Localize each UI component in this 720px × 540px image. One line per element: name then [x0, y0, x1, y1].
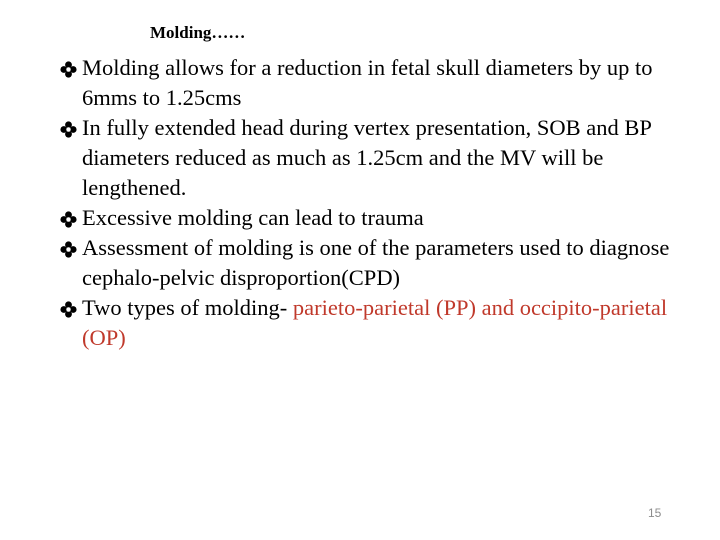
bullet-text-highlight: parieto-parietal (PP) and occipito-parietal (OP) — [82, 295, 668, 350]
page-number: 15 — [648, 506, 662, 520]
bullet-text-prefix: Two types of molding- — [82, 295, 293, 320]
bullet-item — [62, 203, 712, 233]
bullet-item — [62, 233, 712, 293]
diamond-bullet-icon — [60, 233, 80, 263]
bullet-list — [62, 53, 712, 353]
diamond-bullet-icon — [60, 203, 80, 233]
slide-title: Molding…… — [150, 23, 246, 42]
bullet-text: Assessment of molding is one of the parameters used to diagnose cephalo-pelvic disproportion(CPD) — [82, 235, 670, 290]
diamond-bullet-icon — [60, 113, 80, 143]
diamond-bullet-icon — [60, 293, 80, 323]
bullet-text: In fully extended head during vertex presentation, SOB and BP diameters reduced as much as 1.25cm and the MV will be lengthened. — [82, 115, 652, 200]
bullet-text — [70, 293, 712, 353]
bullet-item — [62, 113, 712, 203]
bullet-item — [62, 53, 712, 113]
diamond-bullet-icon — [60, 53, 80, 83]
bullet-item — [62, 293, 712, 353]
bullet-text: Molding allows for a reduction in fetal skull diameters by up to 6mms to 1.25cms — [82, 55, 653, 110]
bullet-text: Excessive molding can lead to trauma — [82, 205, 424, 230]
